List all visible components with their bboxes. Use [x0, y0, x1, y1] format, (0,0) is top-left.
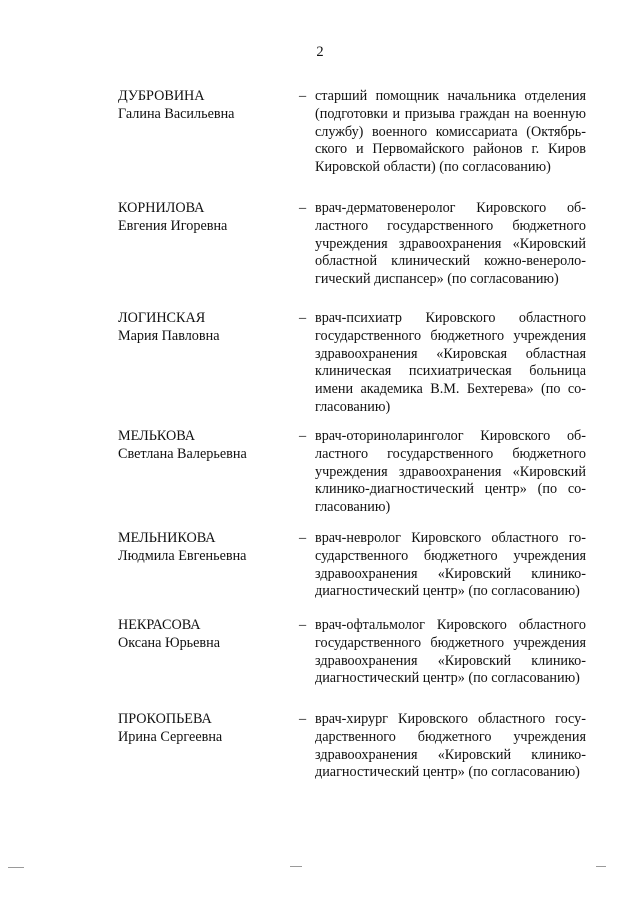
- member-name: [118, 617, 293, 653]
- position-line: гический диспансер» (по согласованию): [315, 271, 559, 288]
- position-line: врач-дерматовенеролог Кировского об-: [315, 200, 586, 216]
- position-line: здравоохранения «Кировский клинико-: [315, 652, 586, 669]
- page-number: 2: [316, 44, 324, 60]
- position-line: государственного бюджетного учреждения: [315, 327, 586, 344]
- member-surname: НЕКРАСОВА: [118, 617, 201, 633]
- scan-speck: [596, 866, 606, 867]
- member-given-names: Людмила Евгеньевна: [118, 547, 247, 564]
- position-line: ского и Первомайского районов г. Киров: [315, 141, 586, 158]
- member-given-names: Мария Павловна: [118, 327, 220, 344]
- position-line: дарственного бюджетного учреждения: [315, 728, 586, 745]
- scan-speck: [290, 866, 302, 867]
- member-position: [315, 428, 586, 517]
- position-line: диагностический центр» (по согласованию): [315, 764, 580, 781]
- position-line: областной клинический кожно-венероло-: [315, 253, 586, 270]
- member-name: [118, 88, 293, 124]
- position-line: имени академика В.М. Бехтерева» (по со-: [315, 381, 586, 398]
- position-line: здравоохранения «Кировский клинико-: [315, 565, 586, 582]
- member-name: [118, 711, 293, 747]
- member-position: [315, 530, 586, 601]
- member-surname: МЕЛЬКОВА: [118, 428, 196, 444]
- member-name: [118, 428, 293, 464]
- position-line: врач-офтальмолог Кировского областного: [315, 617, 586, 633]
- position-line: (подготовки и призыва граждан на военную: [315, 105, 586, 122]
- position-line: здравоохранения «Кировская областная: [315, 345, 586, 362]
- position-line: диагностический центр» (по согласованию): [315, 670, 580, 687]
- position-line: ластного государственного бюджетного: [315, 445, 586, 462]
- entry-dash: –: [299, 310, 307, 326]
- position-line: диагностический центр» (по согласованию): [315, 583, 580, 600]
- entry-dash: –: [299, 200, 307, 216]
- position-line: Кировской области) (по согласованию): [315, 159, 551, 176]
- position-line: врач-невролог Кировского областного го-: [315, 530, 586, 546]
- member-surname: ЛОГИНСКАЯ: [118, 310, 206, 326]
- position-line: клиническая психиатрическая больница: [315, 363, 586, 380]
- position-line: государственного бюджетного учреждения: [315, 634, 586, 651]
- member-given-names: Ирина Сергеевна: [118, 728, 223, 745]
- member-given-names: Евгения Игоревна: [118, 217, 228, 234]
- entry-dash: –: [299, 711, 307, 727]
- entry-dash: –: [299, 428, 307, 444]
- member-position: [315, 711, 586, 782]
- entry-dash: –: [299, 88, 307, 104]
- position-line: врач-психиатр Кировского областного: [315, 310, 586, 326]
- position-line: учреждения здравоохранения «Кировский: [315, 463, 586, 480]
- member-position: [315, 88, 586, 177]
- position-line: службу) военного комиссариата (Октябрь-: [315, 123, 586, 140]
- member-position: [315, 200, 586, 289]
- member-name: [118, 200, 293, 236]
- position-line: гласованию): [315, 398, 391, 415]
- member-surname: ПРОКОПЬЕВА: [118, 711, 212, 727]
- position-line: ластного государственного бюджетного: [315, 217, 586, 234]
- position-line: врач-хирург Кировского областного госу-: [315, 711, 586, 727]
- entry-dash: –: [299, 530, 307, 546]
- member-given-names: Оксана Юрьевна: [118, 634, 221, 651]
- position-line: врач-оториноларинголог Кировского об-: [315, 428, 586, 444]
- position-line: клинико-диагностический центр» (по со-: [315, 481, 586, 498]
- member-name: [118, 310, 293, 346]
- position-line: учреждения здравоохранения «Кировский: [315, 235, 586, 252]
- member-position: [315, 617, 586, 688]
- entry-dash: –: [299, 617, 307, 633]
- member-surname: ДУБРОВИНА: [118, 88, 205, 104]
- position-line: гласованию): [315, 499, 391, 516]
- member-position: [315, 310, 586, 417]
- position-line: сударственного бюджетного учреждения: [315, 547, 586, 564]
- scan-speck: [8, 867, 24, 868]
- member-surname: МЕЛЬНИКОВА: [118, 530, 216, 546]
- member-surname: КОРНИЛОВА: [118, 200, 205, 216]
- member-given-names: Светлана Валерьевна: [118, 445, 247, 462]
- position-line: старший помощник начальника отделения: [315, 88, 586, 104]
- member-name: [118, 530, 293, 566]
- member-given-names: Галина Васильевна: [118, 105, 235, 122]
- position-line: здравоохранения «Кировский клинико-: [315, 746, 586, 763]
